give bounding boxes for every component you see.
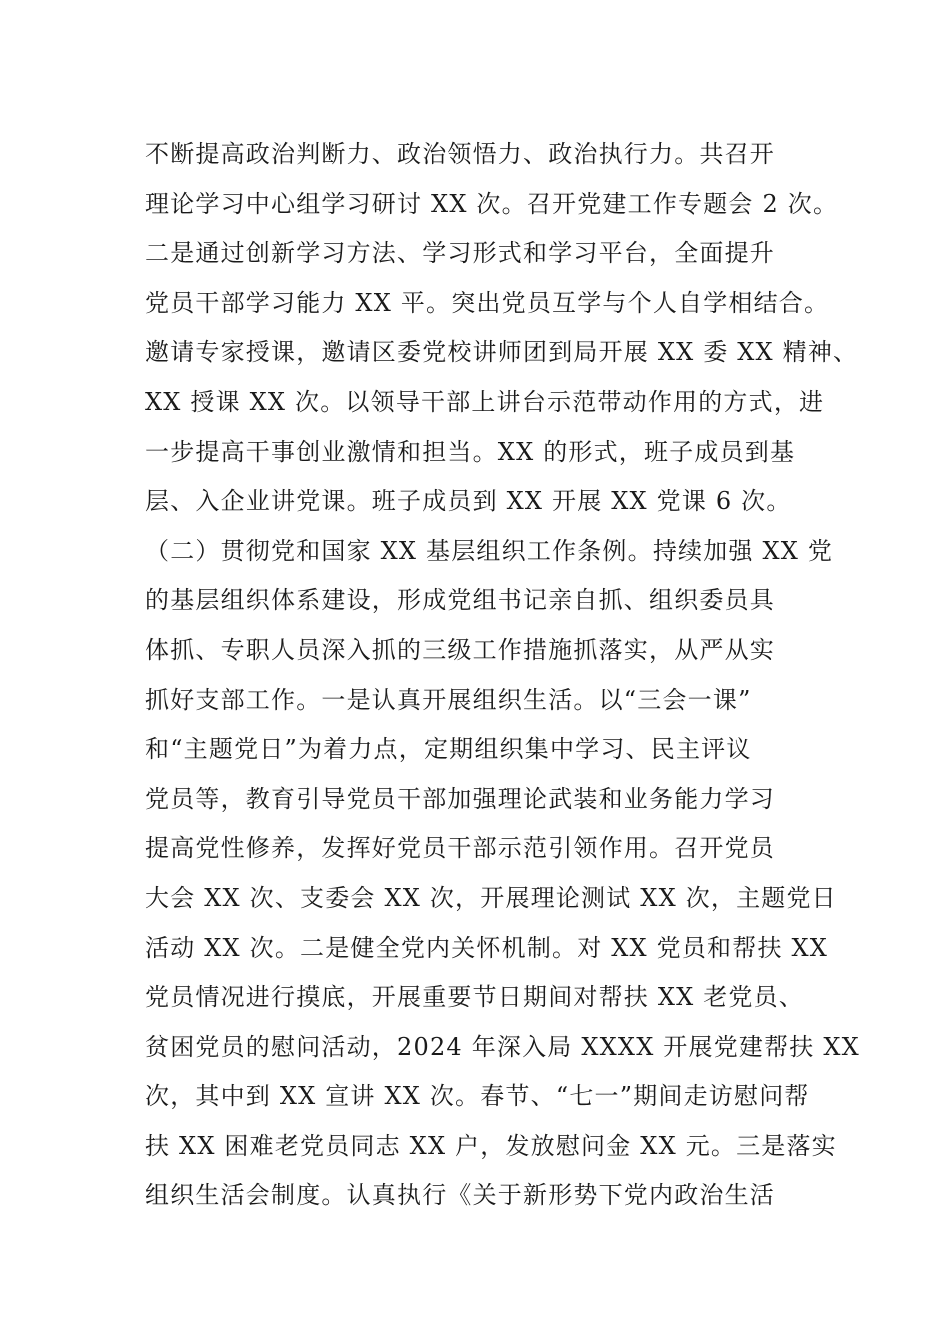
text-line-22: 组织生活会制度。认真执行《关于新形势下党内政治生活: [145, 1181, 775, 1210]
text-line-18: 党员情况进行摸底，开展重要节日期间对帮扶 XX 老党员、: [145, 983, 805, 1012]
text-line-14: 党员等，教育引导党员干部加强理论武装和业务能力学习: [145, 784, 775, 813]
text-line-21: 扶 XX 困难老党员同志 XX 户，发放慰问金 XX 元。三是落实: [145, 1131, 837, 1160]
body-text: [145, 130, 860, 1221]
text-line-13: 和“主题党日”为着力点，定期组织集中学习、民主评议: [145, 735, 752, 764]
text-line-19: 贫困党员的慰问活动，2024 年深入局 XXXX 开展党建帮扶 XX: [145, 1032, 860, 1061]
text-line-7: 一步提高干事创业激情和担当。XX 的形式，班子成员到基: [145, 437, 796, 466]
text-line-2: 理论学习中心组学习研讨 XX 次。召开党建工作专题会 2 次。: [145, 189, 839, 218]
text-line-15: 提高党性修养，发挥好党员干部示范引领作用。召开党员: [145, 834, 775, 863]
text-line-20: 次，其中到 XX 宣讲 XX 次。春节、“七一”期间走访慰问帮: [145, 1082, 810, 1111]
section-heading-line: （二）贯彻党和国家 XX 基层组织工作条例。持续加强 XX 党: [145, 536, 834, 565]
text-line-4: 党员干部学习能力 XX 平。突出党员互学与个人自学相结合。: [145, 288, 830, 317]
text-line-11: 体抓、专职人员深入抓的三级工作措施抓落实，从严从实: [145, 635, 775, 664]
text-line-3: 二是通过创新学习方法、学习形式和学习平台，全面提升: [145, 239, 775, 268]
text-line-12: 抓好支部工作。一是认真开展组织生活。以“三会一课”: [145, 685, 752, 714]
text-line-8: 层、入企业讲党课。班子成员到 XX 开展 XX 党课 6 次。: [145, 487, 792, 516]
text-line-17: 活动 XX 次。二是健全党内关怀机制。对 XX 党员和帮扶 XX: [145, 933, 829, 962]
text-line-6: XX 授课 XX 次。以领导干部上讲台示范带动作用的方式，进: [145, 387, 825, 416]
text-line-1: 不断提高政治判断力、政治领悟力、政治执行力。共召开: [145, 140, 775, 168]
text-line-16: 大会 XX 次、支委会 XX 次，开展理论测试 XX 次，主题党日: [145, 883, 837, 912]
text-line-10: 的基层组织体系建设，形成党组书记亲自抓、组织委员具: [145, 586, 775, 615]
text-line-5: 邀请专家授课，邀请区委党校讲师团到局开展 XX 委 XX 精神、: [145, 338, 859, 367]
